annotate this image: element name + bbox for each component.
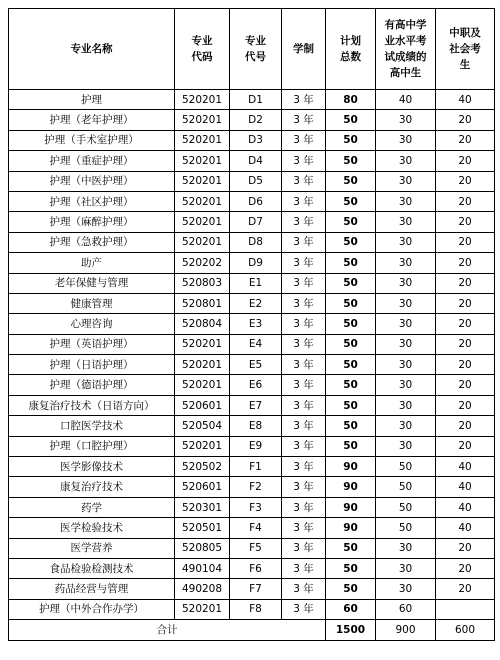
total-vocational-value: 600 bbox=[436, 620, 495, 641]
header-major-code: 专业 代码 bbox=[175, 9, 230, 90]
cell-duration: 3 年 bbox=[282, 558, 326, 578]
cell-major-number: E5 bbox=[230, 355, 282, 375]
cell-highschool: 40 bbox=[376, 90, 436, 110]
table-row bbox=[9, 191, 495, 211]
total-label: 合计 bbox=[9, 620, 326, 641]
cell-major-number: D9 bbox=[230, 253, 282, 273]
cell-major-name: 护理（德语护理） bbox=[9, 375, 175, 395]
cell-major-name: 康复治疗技术 bbox=[9, 477, 175, 497]
enrollment-plan-table bbox=[8, 8, 495, 641]
cell-plan-total: 50 bbox=[326, 110, 376, 130]
cell-duration: 3 年 bbox=[282, 599, 326, 619]
cell-vocational: 40 bbox=[436, 497, 495, 517]
cell-duration: 3 年 bbox=[282, 151, 326, 171]
cell-major-number: E6 bbox=[230, 375, 282, 395]
cell-vocational: 20 bbox=[436, 253, 495, 273]
cell-plan-total: 50 bbox=[326, 212, 376, 232]
cell-vocational: 20 bbox=[436, 273, 495, 293]
cell-vocational: 40 bbox=[436, 477, 495, 497]
header-vocational: 中职及 社会考 生 bbox=[436, 9, 495, 90]
cell-major-number: D3 bbox=[230, 130, 282, 150]
table-row bbox=[9, 538, 495, 558]
cell-plan-total: 90 bbox=[326, 457, 376, 477]
cell-vocational: 20 bbox=[436, 355, 495, 375]
cell-major-number: F5 bbox=[230, 538, 282, 558]
cell-major-number: D2 bbox=[230, 110, 282, 130]
cell-duration: 3 年 bbox=[282, 212, 326, 232]
cell-vocational: 20 bbox=[436, 314, 495, 334]
cell-plan-total: 50 bbox=[326, 293, 376, 313]
table-row bbox=[9, 416, 495, 436]
cell-vocational: 40 bbox=[436, 457, 495, 477]
cell-vocational: 20 bbox=[436, 212, 495, 232]
cell-major-number: E2 bbox=[230, 293, 282, 313]
table-row bbox=[9, 151, 495, 171]
table-row bbox=[9, 232, 495, 252]
cell-major-number: F7 bbox=[230, 579, 282, 599]
cell-major-code: 520201 bbox=[175, 232, 230, 252]
cell-duration: 3 年 bbox=[282, 416, 326, 436]
cell-major-name: 护理（重症护理） bbox=[9, 151, 175, 171]
cell-major-name: 护理（日语护理） bbox=[9, 355, 175, 375]
cell-major-number: D5 bbox=[230, 171, 282, 191]
cell-major-code: 520201 bbox=[175, 90, 230, 110]
cell-major-name: 护理 bbox=[9, 90, 175, 110]
cell-highschool: 50 bbox=[376, 497, 436, 517]
cell-plan-total: 50 bbox=[326, 395, 376, 415]
cell-highschool: 50 bbox=[376, 518, 436, 538]
cell-duration: 3 年 bbox=[282, 171, 326, 191]
cell-vocational: 20 bbox=[436, 110, 495, 130]
cell-major-code: 520201 bbox=[175, 355, 230, 375]
cell-vocational bbox=[436, 599, 495, 619]
table-row bbox=[9, 355, 495, 375]
cell-major-number: E1 bbox=[230, 273, 282, 293]
cell-duration: 3 年 bbox=[282, 355, 326, 375]
cell-plan-total: 50 bbox=[326, 171, 376, 191]
cell-highschool: 30 bbox=[376, 232, 436, 252]
cell-plan-total: 50 bbox=[326, 436, 376, 456]
cell-highschool: 50 bbox=[376, 477, 436, 497]
total-row bbox=[9, 620, 495, 641]
header-major-name: 专业名称 bbox=[9, 9, 175, 90]
cell-highschool: 30 bbox=[376, 110, 436, 130]
table-row bbox=[9, 293, 495, 313]
cell-highschool: 30 bbox=[376, 579, 436, 599]
cell-plan-total: 50 bbox=[326, 191, 376, 211]
cell-vocational: 40 bbox=[436, 90, 495, 110]
header-plan-total: 计划 总数 bbox=[326, 9, 376, 90]
cell-plan-total: 50 bbox=[326, 232, 376, 252]
table-row bbox=[9, 334, 495, 354]
cell-highschool: 30 bbox=[376, 334, 436, 354]
cell-duration: 3 年 bbox=[282, 253, 326, 273]
cell-major-code: 520601 bbox=[175, 395, 230, 415]
cell-major-name: 食品检验检测技术 bbox=[9, 558, 175, 578]
cell-vocational: 20 bbox=[436, 151, 495, 171]
cell-highschool: 30 bbox=[376, 273, 436, 293]
cell-major-name: 护理（中医护理） bbox=[9, 171, 175, 191]
cell-plan-total: 50 bbox=[326, 314, 376, 334]
cell-highschool: 30 bbox=[376, 171, 436, 191]
cell-duration: 3 年 bbox=[282, 90, 326, 110]
cell-major-number: F1 bbox=[230, 457, 282, 477]
table-row bbox=[9, 273, 495, 293]
cell-highschool: 60 bbox=[376, 599, 436, 619]
cell-duration: 3 年 bbox=[282, 538, 326, 558]
cell-major-name: 口腔医学技术 bbox=[9, 416, 175, 436]
cell-highschool: 30 bbox=[376, 416, 436, 436]
cell-major-code: 520301 bbox=[175, 497, 230, 517]
cell-major-code: 520201 bbox=[175, 436, 230, 456]
total-plan-value: 1500 bbox=[326, 620, 376, 641]
cell-duration: 3 年 bbox=[282, 436, 326, 456]
cell-highschool: 30 bbox=[376, 355, 436, 375]
cell-highschool: 30 bbox=[376, 538, 436, 558]
cell-major-name: 医学影像技术 bbox=[9, 457, 175, 477]
cell-vocational: 20 bbox=[436, 395, 495, 415]
table-row bbox=[9, 110, 495, 130]
total-highschool-value: 900 bbox=[376, 620, 436, 641]
cell-major-number: E8 bbox=[230, 416, 282, 436]
cell-duration: 3 年 bbox=[282, 130, 326, 150]
cell-plan-total: 90 bbox=[326, 497, 376, 517]
cell-vocational: 20 bbox=[436, 538, 495, 558]
cell-major-number: F8 bbox=[230, 599, 282, 619]
cell-major-name: 心理咨询 bbox=[9, 314, 175, 334]
table-row bbox=[9, 212, 495, 232]
cell-major-code: 520201 bbox=[175, 375, 230, 395]
table-row bbox=[9, 477, 495, 497]
cell-plan-total: 50 bbox=[326, 558, 376, 578]
cell-highschool: 30 bbox=[376, 395, 436, 415]
cell-plan-total: 50 bbox=[326, 151, 376, 171]
cell-plan-total: 80 bbox=[326, 90, 376, 110]
cell-vocational: 20 bbox=[436, 558, 495, 578]
cell-major-name: 医学检验技术 bbox=[9, 518, 175, 538]
table-row bbox=[9, 314, 495, 334]
cell-major-code: 520201 bbox=[175, 599, 230, 619]
cell-plan-total: 50 bbox=[326, 130, 376, 150]
cell-plan-total: 50 bbox=[326, 375, 376, 395]
cell-major-code: 520502 bbox=[175, 457, 230, 477]
cell-highschool: 30 bbox=[376, 212, 436, 232]
cell-duration: 3 年 bbox=[282, 518, 326, 538]
cell-duration: 3 年 bbox=[282, 293, 326, 313]
cell-major-name: 护理（中外合作办学） bbox=[9, 599, 175, 619]
cell-major-name: 护理（英语护理） bbox=[9, 334, 175, 354]
cell-vocational: 20 bbox=[436, 232, 495, 252]
table-row bbox=[9, 457, 495, 477]
cell-duration: 3 年 bbox=[282, 334, 326, 354]
cell-vocational: 20 bbox=[436, 436, 495, 456]
cell-major-name: 护理（社区护理） bbox=[9, 191, 175, 211]
cell-duration: 3 年 bbox=[282, 314, 326, 334]
cell-vocational: 40 bbox=[436, 518, 495, 538]
cell-major-number: F3 bbox=[230, 497, 282, 517]
header-duration: 学制 bbox=[282, 9, 326, 90]
cell-major-code: 520804 bbox=[175, 314, 230, 334]
cell-vocational: 20 bbox=[436, 416, 495, 436]
cell-major-code: 520201 bbox=[175, 334, 230, 354]
cell-major-name: 护理（老年护理） bbox=[9, 110, 175, 130]
header-highschool: 有高中学 业水平考 试成绩的 高中生 bbox=[376, 9, 436, 90]
cell-highschool: 30 bbox=[376, 558, 436, 578]
cell-major-name: 护理（麻醉护理） bbox=[9, 212, 175, 232]
cell-plan-total: 60 bbox=[326, 599, 376, 619]
table-row bbox=[9, 436, 495, 456]
cell-highschool: 50 bbox=[376, 457, 436, 477]
cell-major-number: D8 bbox=[230, 232, 282, 252]
cell-duration: 3 年 bbox=[282, 579, 326, 599]
table-row bbox=[9, 579, 495, 599]
cell-plan-total: 90 bbox=[326, 477, 376, 497]
cell-highschool: 30 bbox=[376, 293, 436, 313]
cell-vocational: 20 bbox=[436, 130, 495, 150]
table-row bbox=[9, 518, 495, 538]
cell-major-code: 490208 bbox=[175, 579, 230, 599]
cell-highschool: 30 bbox=[376, 253, 436, 273]
table-row bbox=[9, 599, 495, 619]
cell-major-name: 药品经营与管理 bbox=[9, 579, 175, 599]
cell-vocational: 20 bbox=[436, 293, 495, 313]
cell-duration: 3 年 bbox=[282, 477, 326, 497]
cell-plan-total: 50 bbox=[326, 334, 376, 354]
cell-major-code: 520805 bbox=[175, 538, 230, 558]
cell-duration: 3 年 bbox=[282, 232, 326, 252]
cell-plan-total: 50 bbox=[326, 416, 376, 436]
table-row bbox=[9, 130, 495, 150]
cell-major-name: 老年保健与管理 bbox=[9, 273, 175, 293]
cell-highschool: 30 bbox=[376, 436, 436, 456]
cell-major-name: 药学 bbox=[9, 497, 175, 517]
cell-highschool: 30 bbox=[376, 130, 436, 150]
cell-major-code: 490104 bbox=[175, 558, 230, 578]
cell-vocational: 20 bbox=[436, 191, 495, 211]
cell-major-code: 520504 bbox=[175, 416, 230, 436]
cell-highschool: 30 bbox=[376, 375, 436, 395]
cell-duration: 3 年 bbox=[282, 375, 326, 395]
cell-major-number: D6 bbox=[230, 191, 282, 211]
table-row bbox=[9, 90, 495, 110]
table-header-row bbox=[9, 9, 495, 90]
cell-vocational: 20 bbox=[436, 375, 495, 395]
table-row bbox=[9, 497, 495, 517]
cell-major-name: 健康管理 bbox=[9, 293, 175, 313]
cell-major-code: 520201 bbox=[175, 151, 230, 171]
cell-major-number: F4 bbox=[230, 518, 282, 538]
cell-plan-total: 90 bbox=[326, 518, 376, 538]
table-row bbox=[9, 171, 495, 191]
cell-duration: 3 年 bbox=[282, 273, 326, 293]
cell-vocational: 20 bbox=[436, 334, 495, 354]
cell-major-number: E9 bbox=[230, 436, 282, 456]
cell-major-code: 520201 bbox=[175, 191, 230, 211]
cell-major-name: 康复治疗技术（日语方向） bbox=[9, 395, 175, 415]
cell-major-name: 医学营养 bbox=[9, 538, 175, 558]
cell-major-name: 护理（急救护理） bbox=[9, 232, 175, 252]
cell-duration: 3 年 bbox=[282, 497, 326, 517]
cell-major-number: F2 bbox=[230, 477, 282, 497]
cell-major-name: 助产 bbox=[9, 253, 175, 273]
cell-plan-total: 50 bbox=[326, 253, 376, 273]
cell-highschool: 30 bbox=[376, 151, 436, 171]
cell-duration: 3 年 bbox=[282, 191, 326, 211]
cell-vocational: 20 bbox=[436, 579, 495, 599]
cell-highschool: 30 bbox=[376, 314, 436, 334]
table-row bbox=[9, 558, 495, 578]
cell-plan-total: 50 bbox=[326, 579, 376, 599]
cell-major-name: 护理（手术室护理） bbox=[9, 130, 175, 150]
cell-plan-total: 50 bbox=[326, 355, 376, 375]
cell-duration: 3 年 bbox=[282, 395, 326, 415]
cell-plan-total: 50 bbox=[326, 538, 376, 558]
cell-major-number: E7 bbox=[230, 395, 282, 415]
cell-major-code: 520501 bbox=[175, 518, 230, 538]
table-row bbox=[9, 253, 495, 273]
cell-major-code: 520601 bbox=[175, 477, 230, 497]
cell-highschool: 30 bbox=[376, 191, 436, 211]
cell-duration: 3 年 bbox=[282, 110, 326, 130]
cell-major-number: D1 bbox=[230, 90, 282, 110]
cell-major-number: F6 bbox=[230, 558, 282, 578]
cell-vocational: 20 bbox=[436, 171, 495, 191]
header-major-number: 专业 代号 bbox=[230, 9, 282, 90]
cell-major-code: 520801 bbox=[175, 293, 230, 313]
cell-major-code: 520201 bbox=[175, 171, 230, 191]
cell-major-number: E4 bbox=[230, 334, 282, 354]
cell-major-code: 520201 bbox=[175, 212, 230, 232]
table-row bbox=[9, 395, 495, 415]
cell-major-code: 520201 bbox=[175, 110, 230, 130]
cell-plan-total: 50 bbox=[326, 273, 376, 293]
cell-duration: 3 年 bbox=[282, 457, 326, 477]
cell-major-code: 520201 bbox=[175, 130, 230, 150]
table-row bbox=[9, 375, 495, 395]
cell-major-code: 520202 bbox=[175, 253, 230, 273]
cell-major-number: D7 bbox=[230, 212, 282, 232]
cell-major-number: D4 bbox=[230, 151, 282, 171]
cell-major-name: 护理（口腔护理） bbox=[9, 436, 175, 456]
cell-major-code: 520803 bbox=[175, 273, 230, 293]
cell-major-number: E3 bbox=[230, 314, 282, 334]
